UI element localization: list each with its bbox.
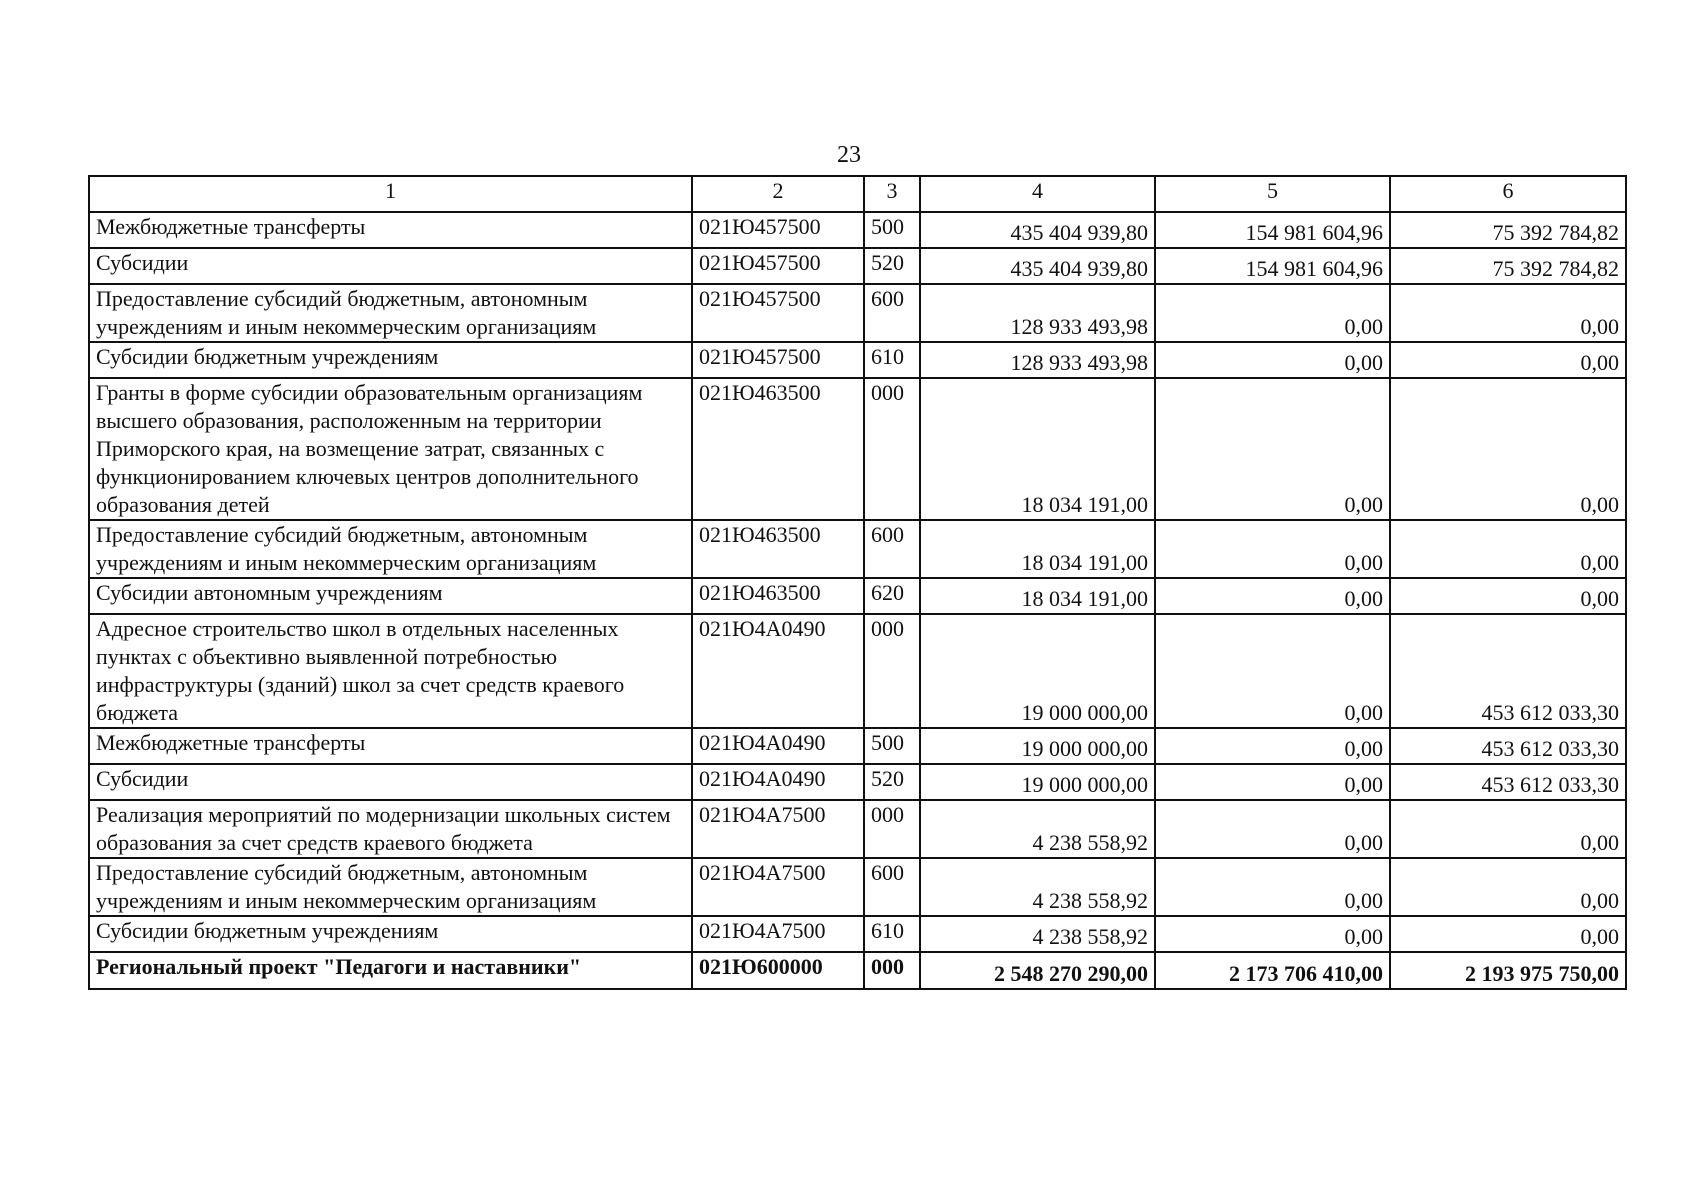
row-code: 021Ю4А7500 [692, 916, 864, 952]
row-value-col5: 2 173 706 410,00 [1155, 952, 1390, 989]
row-name: Предоставление субсидий бюджетным, автономным учреждениям и иным некоммерческим организациям [89, 284, 692, 342]
row-name: Предоставление субсидий бюджетным, автономным учреждениям и иным некоммерческим организациям [89, 520, 692, 578]
row-value-col4: 18 034 191,00 [920, 578, 1155, 614]
row-type: 520 [864, 764, 920, 800]
row-type: 000 [864, 614, 920, 728]
table-row [89, 520, 1626, 578]
row-value-col6: 453 612 033,30 [1390, 614, 1626, 728]
row-name: Межбюджетные трансферты [89, 212, 692, 248]
row-type: 610 [864, 916, 920, 952]
row-value-col4: 18 034 191,00 [920, 520, 1155, 578]
table-row [89, 248, 1626, 284]
row-name: Гранты в форме субсидии образовательным организациям высшего образования, расположенным на территории Приморского края, на возмещение затрат, связанных с функционированием ключевых центров дополнительного образования детей [89, 378, 692, 520]
row-value-col6: 75 392 784,82 [1390, 212, 1626, 248]
column-header: 4 [920, 176, 1155, 212]
row-code: 021Ю457500 [692, 342, 864, 378]
table-row [89, 378, 1626, 520]
row-code: 021Ю600000 [692, 952, 864, 989]
row-value-col4: 435 404 939,80 [920, 248, 1155, 284]
row-code: 021Ю457500 [692, 248, 864, 284]
row-code: 021Ю4А0490 [692, 764, 864, 800]
row-code: 021Ю463500 [692, 378, 864, 520]
table-row [89, 212, 1626, 248]
row-code: 021Ю4А7500 [692, 858, 864, 916]
row-code: 021Ю457500 [692, 212, 864, 248]
row-value-col4: 4 238 558,92 [920, 858, 1155, 916]
row-code: 021Ю4А0490 [692, 728, 864, 764]
page-number: 23 [837, 142, 861, 168]
row-value-col5: 0,00 [1155, 800, 1390, 858]
row-type: 620 [864, 578, 920, 614]
row-type: 000 [864, 952, 920, 989]
row-name: Предоставление субсидий бюджетным, автономным учреждениям и иным некоммерческим организациям [89, 858, 692, 916]
table-row [89, 578, 1626, 614]
table-row [89, 916, 1626, 952]
row-type: 610 [864, 342, 920, 378]
row-value-col4: 4 238 558,92 [920, 800, 1155, 858]
row-value-col4: 128 933 493,98 [920, 284, 1155, 342]
row-value-col5: 0,00 [1155, 520, 1390, 578]
row-value-col4: 435 404 939,80 [920, 212, 1155, 248]
row-value-col4: 128 933 493,98 [920, 342, 1155, 378]
row-value-col6: 0,00 [1390, 520, 1626, 578]
row-code: 021Ю457500 [692, 284, 864, 342]
row-value-col6: 453 612 033,30 [1390, 728, 1626, 764]
row-value-col6: 0,00 [1390, 858, 1626, 916]
row-type: 000 [864, 378, 920, 520]
row-name: Субсидии [89, 764, 692, 800]
budget-table [88, 175, 1627, 990]
row-code: 021Ю4А0490 [692, 614, 864, 728]
row-value-col6: 75 392 784,82 [1390, 248, 1626, 284]
row-value-col5: 154 981 604,96 [1155, 248, 1390, 284]
row-value-col6: 0,00 [1390, 916, 1626, 952]
column-header: 6 [1390, 176, 1626, 212]
row-name: Региональный проект "Педагоги и наставники" [89, 952, 692, 989]
row-type: 600 [864, 858, 920, 916]
row-code: 021Ю4А7500 [692, 800, 864, 858]
row-value-col5: 0,00 [1155, 378, 1390, 520]
table-row [89, 342, 1626, 378]
row-code: 021Ю463500 [692, 520, 864, 578]
row-type: 000 [864, 800, 920, 858]
row-value-col4: 4 238 558,92 [920, 916, 1155, 952]
row-name: Межбюджетные трансферты [89, 728, 692, 764]
row-value-col5: 0,00 [1155, 342, 1390, 378]
row-value-col6: 0,00 [1390, 342, 1626, 378]
table-row [89, 764, 1626, 800]
row-code: 021Ю463500 [692, 578, 864, 614]
column-header: 2 [692, 176, 864, 212]
row-value-col5: 0,00 [1155, 858, 1390, 916]
row-value-col5: 0,00 [1155, 614, 1390, 728]
row-value-col6: 0,00 [1390, 578, 1626, 614]
row-value-col4: 2 548 270 290,00 [920, 952, 1155, 989]
row-name: Субсидии бюджетным учреждениям [89, 916, 692, 952]
row-value-col6: 2 193 975 750,00 [1390, 952, 1626, 989]
row-value-col6: 0,00 [1390, 378, 1626, 520]
row-value-col6: 0,00 [1390, 284, 1626, 342]
column-header: 5 [1155, 176, 1390, 212]
table-row [89, 284, 1626, 342]
column-header: 3 [864, 176, 920, 212]
table-row [89, 800, 1626, 858]
row-value-col5: 0,00 [1155, 284, 1390, 342]
row-value-col5: 0,00 [1155, 578, 1390, 614]
row-type: 600 [864, 520, 920, 578]
column-header: 1 [89, 176, 692, 212]
row-value-col6: 453 612 033,30 [1390, 764, 1626, 800]
row-type: 520 [864, 248, 920, 284]
row-value-col4: 19 000 000,00 [920, 614, 1155, 728]
row-value-col5: 154 981 604,96 [1155, 212, 1390, 248]
table-row [89, 614, 1626, 728]
row-type: 500 [864, 728, 920, 764]
table-row [89, 858, 1626, 916]
row-value-col5: 0,00 [1155, 728, 1390, 764]
row-type: 500 [864, 212, 920, 248]
row-value-col5: 0,00 [1155, 916, 1390, 952]
row-name: Субсидии [89, 248, 692, 284]
row-name: Субсидии автономным учреждениям [89, 578, 692, 614]
row-type: 600 [864, 284, 920, 342]
row-value-col4: 19 000 000,00 [920, 728, 1155, 764]
table-row [89, 728, 1626, 764]
row-name: Реализация мероприятий по модернизации школьных систем образования за счет средств краевого бюджета [89, 800, 692, 858]
row-name: Адресное строительство школ в отдельных населенных пунктах с объективно выявленной потребностью инфраструктуры (зданий) школ за счет средств краевого бюджета [89, 614, 692, 728]
table-header-row [89, 176, 1626, 212]
row-value-col4: 19 000 000,00 [920, 764, 1155, 800]
table-row [89, 952, 1626, 989]
row-value-col4: 18 034 191,00 [920, 378, 1155, 520]
row-value-col5: 0,00 [1155, 764, 1390, 800]
row-value-col6: 0,00 [1390, 800, 1626, 858]
row-name: Субсидии бюджетным учреждениям [89, 342, 692, 378]
